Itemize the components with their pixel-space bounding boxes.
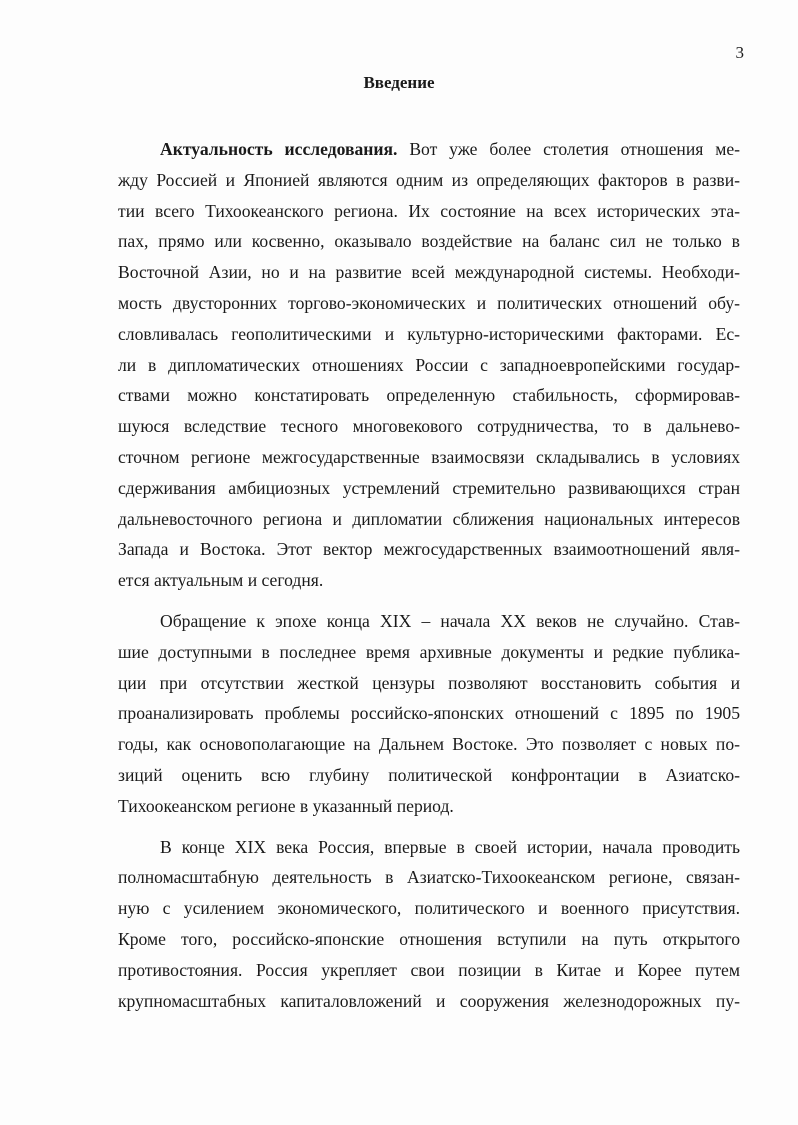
text-line: сдерживания амбициозных устремлений стремительно развивающихся стран — [118, 477, 740, 498]
text-line: В конце XIX века Россия, впервые в своей истории, начала проводить — [160, 836, 740, 857]
text-line: зиций оценить всю глубину политической конфронтации в Азиатско- — [118, 764, 740, 785]
text-line: Тихоокеанском регионе в указанный период. — [118, 795, 454, 816]
text-line: Кроме того, российско-японские отношения вступили на путь открытого — [118, 928, 740, 949]
text-line: шие доступными в последнее время архивные документы и редкие публика- — [118, 641, 740, 662]
text-line: Актуальность исследования. Вот уже более столетия отношения ме- — [160, 139, 740, 159]
text-line: ную с усилением экономического, политического и военного присутствия. — [118, 898, 740, 919]
text-line: мость двусторонних торгово-экономических и политических отношений обу- — [118, 292, 740, 313]
text-line: Запада и Востока. Этот вектор межгосударственных взаимоотношений явля- — [118, 539, 740, 560]
paragraph-historical-period — [118, 606, 740, 822]
text-line: ции при отсутствии жесткой цензуры позволяют восстановить события и — [118, 672, 740, 693]
paragraph-gap — [118, 596, 740, 606]
text-line: тии всего Тихоокеанского региона. Их состояние на всех исторических эта- — [118, 200, 740, 221]
text-line: полномасштабную деятельность в Азиатско-Тихоокеанском регионе, связан- — [118, 867, 740, 888]
text-line: годы, как основополагающие на Дальнем Востоке. Это позволяет с новых по- — [118, 734, 740, 755]
paragraph-lead-in: Актуальность исследования. — [160, 139, 398, 159]
text-line: ется актуальным и сегодня. — [118, 570, 324, 591]
text-line: проанализировать проблемы российско-японских отношений с 1895 по 1905 — [118, 703, 740, 724]
text-line: ли в дипломатических отношениях России с западноевропейскими государ- — [118, 354, 740, 375]
paragraph-late-19th-century — [118, 832, 740, 1017]
text-line: дальневосточного региона и дипломатии сближения национальных интересов — [118, 508, 740, 529]
text-line: сточном регионе межгосударственные взаимосвязи складывались в условиях — [118, 446, 740, 467]
text-line: словливалась геополитическими и культурно-историческими факторами. Ес- — [118, 323, 740, 344]
body-text — [118, 134, 740, 1016]
text-line: жду Россией и Японией являются одним из определяющих факторов в разви- — [118, 169, 740, 190]
paragraph-relevance — [118, 134, 740, 596]
paragraph-gap — [118, 822, 740, 832]
text-line: крупномасштабных капиталовложений и сооружения железнодорожных пу- — [118, 990, 740, 1011]
text-line: пах, прямо или косвенно, оказывало воздействие на баланс сил не только в — [118, 231, 740, 252]
page-number: 3 — [735, 43, 744, 62]
section-heading: Введение — [363, 73, 435, 92]
text-line: противостояния. Россия укрепляет свои позиции в Китае и Корее путем — [118, 959, 740, 980]
text-line: Восточной Азии, но и на развитие всей международной системы. Необходи- — [118, 262, 740, 283]
text-line: шуюся вследствие тесного многовекового сотрудничества, то в дальнево- — [118, 416, 740, 437]
text-line: ствами можно констатировать определенную стабильность, сформировав- — [118, 385, 740, 406]
text-line: Обращение к эпохе конца XIX – начала XX веков не случайно. Став- — [160, 610, 740, 631]
